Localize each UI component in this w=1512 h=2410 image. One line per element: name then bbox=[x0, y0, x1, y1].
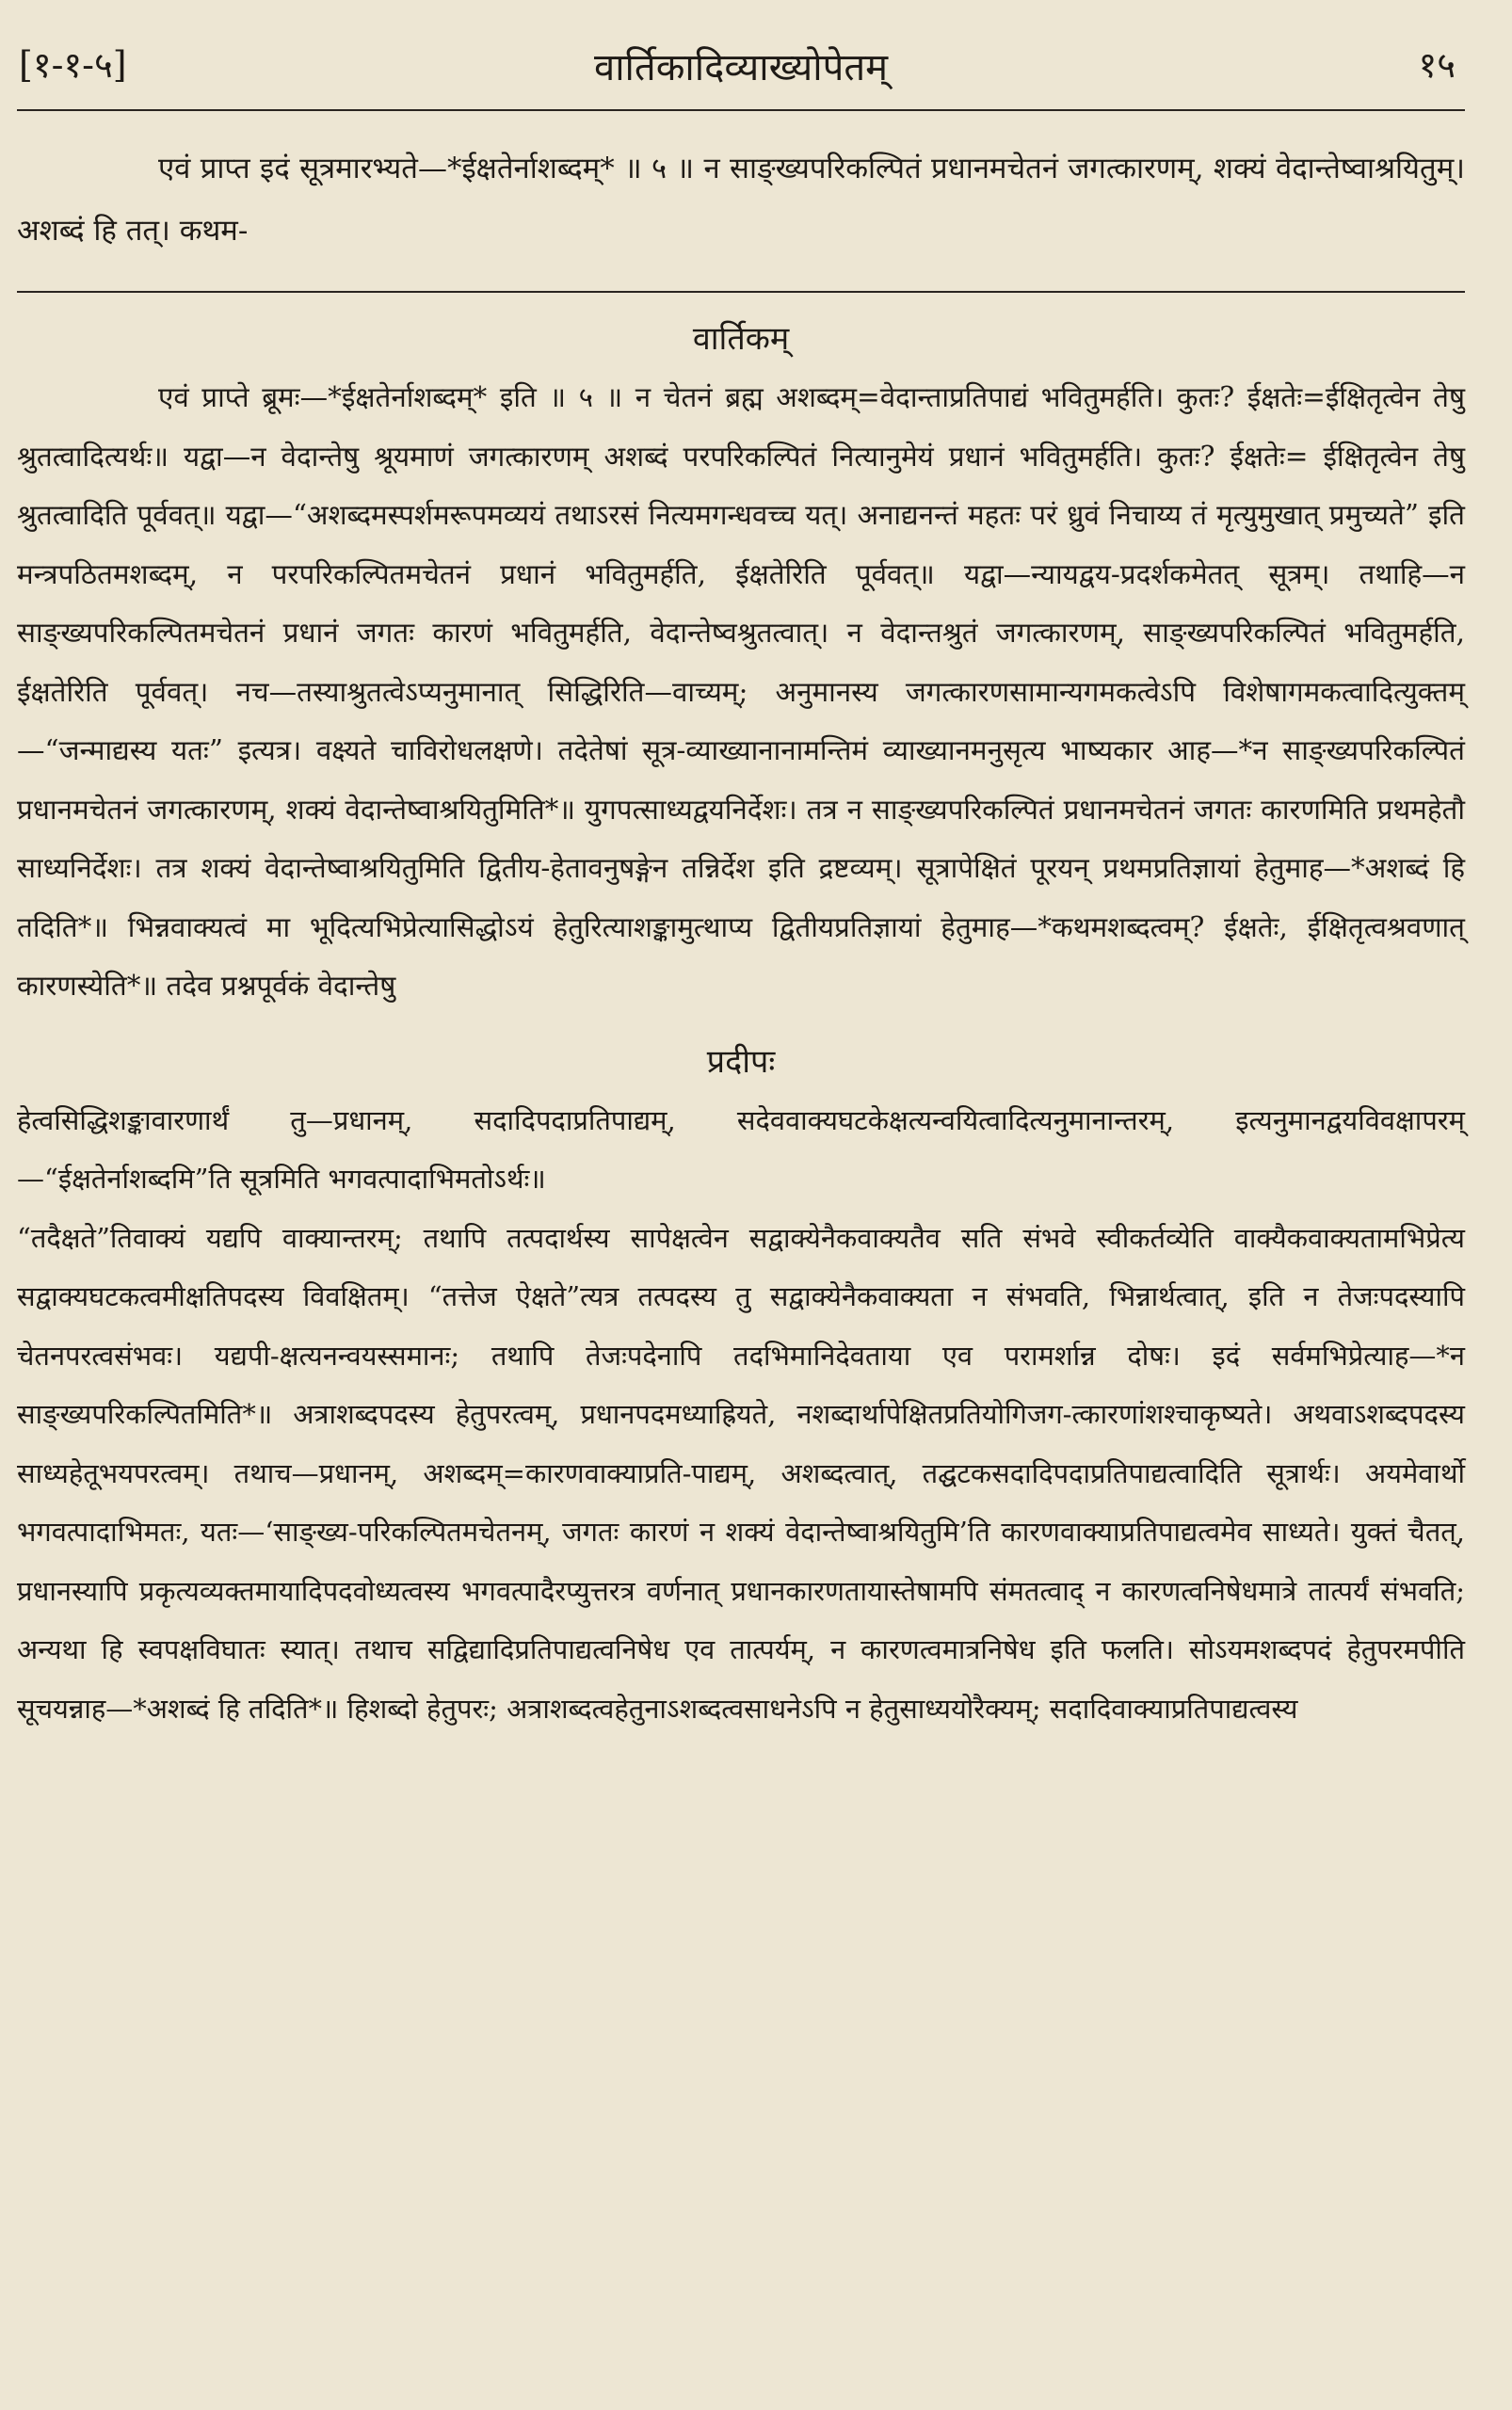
pradipa-para-2: “तदैक्षते”तिवाक्यं यद्यपि वाक्यान्तरम्; तथापि तत्पदार्थस्य सापेक्षत्वेन सद्वाक्येनैकवाक्यतैव सति संभवे स्वीकर्तव्येति वाक्यैकवाक्यतामभिप्रेत्य सद्वाक्यघटकत्वमीक्षतिपदस्य विवक्षितम्। “तत्तेज ऐक्षते”त्यत्र तत्पदस्य तु सद्वाक्येनैकवाक्यता न संभवति, भिन्नार्थत्वात्, इति न तेजःपदस्यापि चेतनपरत्वसंभवः। यद्यपी-क्षत्यनन्वयस्समानः; तथापि तेजःपदेनापि तदभिमानिदेवताया एव परामर्शान्न दोषः। इदं सर्वमभिप्रेत्याह—*न साङ्ख्यपरिकल्पितमिति*॥ अत्राशब्दपदस्य हेतुपरत्वम्, प्रधानपदमध्याह्रियते, नशब्दार्थापेक्षितप्रतियोगिजग-त्कारणांशश्चाकृष्यते। अथवाऽशब्दपदस्य साध्यहेतूभयपरत्वम्। तथाच—प्रधानम्, अशब्दम्=कारणवाक्याप्रति-पाद्यम्, अशब्दत्वात्, तद्घटकसदादिपदाप्रतिपाद्यत्वादिति सूत्रार्थः। अयमेवार्थो भगवत्पादाभिमतः, यतः—‘साङ्ख्य-परिकल्पितमचेतनम्, जगतः कारणं न शक्यं वेदान्तेष्वाश्रयितुमि’ति कारणवाक्याप्रतिपाद्यत्वमेव साध्यते। युक्तं चैतत्, प्रधानस्यापि प्रकृत्यव्यक्तमायादिपदवोध्यत्वस्य भगवत्पादैरप्युत्तरत्र वर्णनात् प्रधानकारणतायास्तेषामपि संमतत्वाद् न कारणत्वनिषेधमात्रे तात्पर्यं संभवति; अन्यथा हि स्वपक्षविघातः स्यात्। तथाच सद्विद्यादिप्रतिपाद्यत्वनिषेध एव तात्पर्यम्, न कारणत्वमात्रनिषेध इति फलति। सोऽयमशब्दपदं हेतुपरमपीति सूचयन्नाह—*अशब्दं हि तदिति*॥ हिशब्दो हेतुपरः; अत्राशब्दत्वहेतुनाऽशब्दत्वसाधनेऽपि न हेतुसाध्ययोरैक्यम्; सदादिवाक्याप्रतिपाद्यत्वस्य bbox=[17, 1221, 1465, 1725]
running-title: वार्तिकादिव्याख्योपेतम् bbox=[593, 46, 889, 89]
sutra-body: एवं प्राप्त इदं सूत्रमारभ्यते—*ईक्षतेर्नाशब्दम्* ॥ ५ ॥ न साङ्ख्यपरिकल्पितं प्रधानमचेतनं जगत्कारणम्, शक्यं वेदान्तेष्वाश्रयितुम्। अशब्दं हि तत्। कथम- bbox=[17, 152, 1465, 248]
sutra-range: [१-१-५] bbox=[19, 44, 127, 86]
header-rule bbox=[17, 109, 1465, 111]
page-number: १५ bbox=[1418, 44, 1456, 86]
sutra-text bbox=[17, 137, 1465, 262]
pradipa-para-1: हेत्वसिद्धिशङ्कावारणार्थं तु—प्रधानम्, सदादिपदाप्रतिपाद्यम्, सदेववाक्यघटकेक्षत्यन्वयित्वादित्यनुमानान्तरम्, इत्यनुमानद्वयविवक्षापरम्—“ईक्षतेर्नाशब्दमि”ति सूत्रमिति भगवत्पादाभिमतोऽर्थः॥ bbox=[17, 1103, 1465, 1195]
vartika-heading: वार्तिकम् bbox=[692, 320, 790, 358]
section-rule bbox=[17, 291, 1465, 293]
pradipa-heading: प्रदीपः bbox=[706, 1042, 776, 1081]
vartika-text: एवं प्राप्ते ब्रूमः—*ईक्षतेर्नाशब्दम्* इति ॥ ५ ॥ न चेतनं ब्रह्म अशब्दम्=वेदान्ताप्रतिपाद्यं भवितुमर्हति। कुतः? ईक्षतेः=ईक्षितृत्वेन तेषु श्रुतत्वादित्यर्थः॥ यद्वा—न वेदान्तेषु श्रूयमाणं जगत्कारणम् अशब्दं परपरिकल्पितं नित्यानुमेयं प्रधानं भवितुमर्हति। कुतः? ईक्षतेः= ईक्षितृत्वेन तेषु श्रुतत्वादिति पूर्ववत्॥ यद्वा—“अशब्दमस्पर्शमरूपमव्ययं तथाऽरसं नित्यमगन्धवच्च यत्। अनाद्यनन्तं महतः परं ध्रुवं निचाय्य तं मृत्युमुखात् प्रमुच्यते” इति मन्त्रपठितमशब्दम्, न परपरिकल्पितमचेतनं प्रधानं भवितुमर्हति, ईक्षतेरिति पूर्ववत्॥ यद्वा—न्यायद्वय-प्रदर्शकमेतत् सूत्रम्। तथाहि—न साङ्ख्यपरिकल्पितमचेतनं प्रधानं जगतः कारणं भवितुमर्हति, वेदान्तेष्वश्रुतत्वात्। न वेदान्तश्रुतं जगत्कारणम्, साङ्ख्यपरिकल्पितं भवितुमर्हति, ईक्षतेरिति पूर्ववत्। नच—तस्याश्रुतत्वेऽप्यनुमानात् सिद्धिरिति—वाच्यम्; अनुमानस्य जगत्कारणसामान्यगमकत्वेऽपि विशेषागमकत्वादित्युक्तम्—“जन्माद्यस्य यतः” इत्यत्र। वक्ष्यते चाविरोधलक्षणे। तदेतेषां सूत्र-व्याख्यानानामन्तिमं व्याख्यानमनुसृत्य भाष्यकार आह—*न साङ्ख्यपरिकल्पितं प्रधानमचेतनं जगत्कारणम्, शक्यं वेदान्तेष्वाश्रयितुमिति*॥ युगपत्साध्यद्वयनिर्देशः। तत्र न साङ्ख्यपरिकल्पितं प्रधानमचेतनं जगतः कारणमिति प्रथमहेतौ साध्यनिर्देशः। तत्र शक्यं वेदान्तेष्वाश्रयितुमिति द्वितीय-हेतावनुषङ्गेन तन्निर्देश इति द्रष्टव्यम्। सूत्रापेक्षितं पूरयन् प्रथमप्रतिज्ञायां हेतुमाह—*अशब्दं हि तदिति*॥ भिन्नवाक्यत्वं मा भूदित्यभिप्रेत्यासिद्धोऽयं हेतुरित्याशङ्कामुत्थाप्य द्वितीयप्रतिज्ञायां हेतुमाह—*कथमशब्दत्वम्? ईक्षतेः, ईक्षितृत्वश्रवणात् कारणस्येति*॥ तदेव प्रश्नपूर्वकं वेदान्तेषु bbox=[17, 381, 1465, 1002]
running-header bbox=[17, 26, 1465, 94]
